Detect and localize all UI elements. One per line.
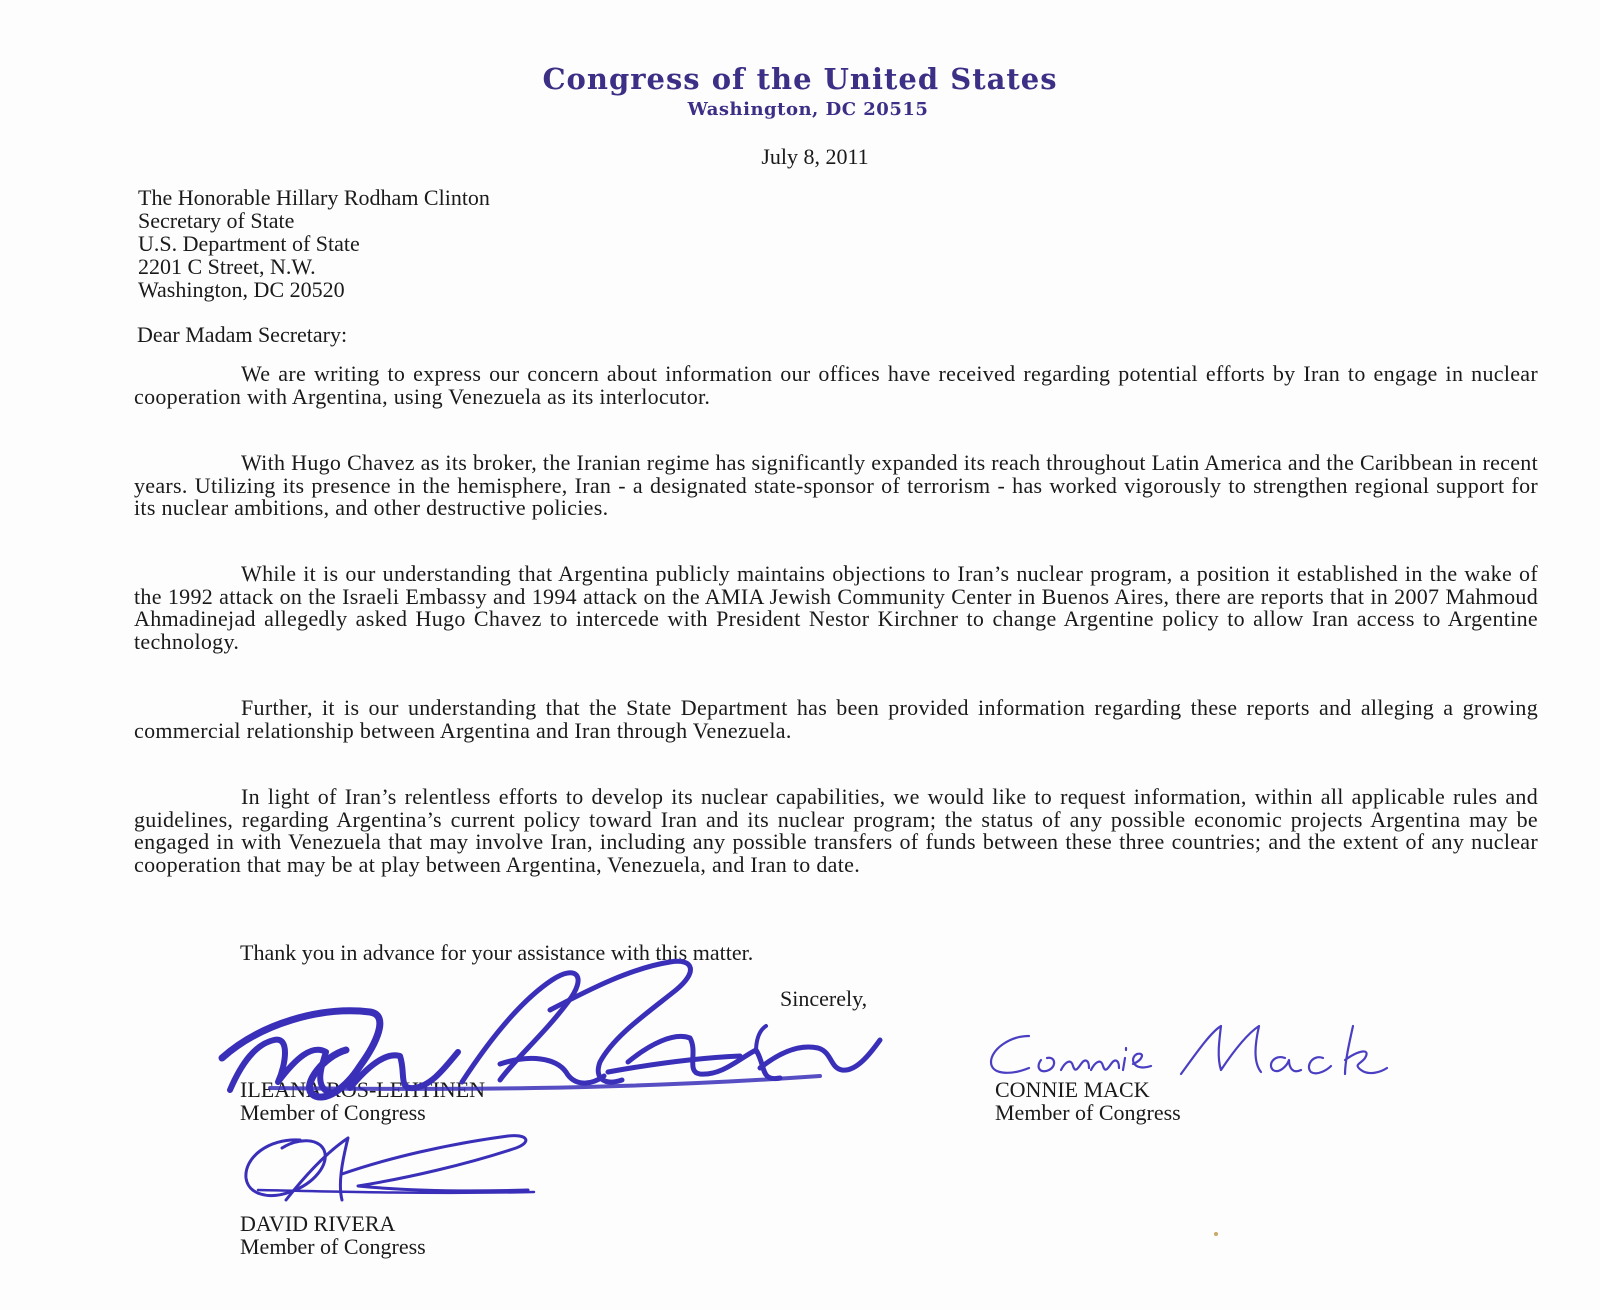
- body-paragraph-1: We are writing to express our concern about information our offices have received regarding potential efforts by Iran to engage in nuclear cooperation with Argentina, using Venezuela as its interlocutor.: [134, 361, 1538, 409]
- recipient-city: Washington, DC 20520: [138, 277, 345, 302]
- signer-title: Member of Congress: [240, 1234, 426, 1259]
- signer-block-ros-lehtinen: [240, 1078, 485, 1124]
- closing-sincerely: Sincerely,: [780, 986, 868, 1011]
- paper-speck: [1214, 1232, 1218, 1236]
- letterhead-address: Washington, DC 20515: [687, 99, 929, 120]
- body-paragraph-3: While it is our understanding that Argentina publicly maintains objections to Iran’s nuclear program, a position it established in the wake of the 1992 attack on the Israeli Embassy and 1994 attack on the AMIA Jewish Community Center in Buenos Aires, there are reports that in 2007 Mahmoud Ahmadinejad allegedly asked Hugo Chavez to intercede with President Nestor Kirchner to change Argentine policy to allow Iran access to Argentine technology.: [134, 561, 1538, 654]
- signer-title: Member of Congress: [240, 1100, 426, 1125]
- signer-name: CONNIE MACK: [995, 1077, 1150, 1102]
- body-paragraph-5: In light of Iran’s relentless efforts to develop its nuclear capabilities, we would like to request information, within all applicable rules and guidelines, regarding Argentina’s current policy toward Iran and its nuclear program; the status of any possible economic projects Argentina may be engaged in with Venezuela that may involve Iran, including any possible transfers of funds between these three countries; and the extent of any nuclear cooperation that may be at play between Argentina, Venezuela, and Iran to date.: [134, 784, 1538, 877]
- letter-date: July 8, 2011: [761, 144, 869, 169]
- recipient-department: U.S. Department of State: [138, 231, 360, 256]
- signer-name: ILEANA ROS-LEHTINEN: [240, 1077, 486, 1102]
- recipient-street: 2201 C Street, N.W.: [138, 254, 316, 279]
- recipient-name: The Honorable Hillary Rodham Clinton: [138, 185, 490, 210]
- signer-name: DAVID RIVERA: [240, 1211, 396, 1236]
- recipient-address: [138, 186, 490, 301]
- signature-rivera: [238, 1128, 558, 1218]
- signer-block-rivera: [240, 1212, 426, 1258]
- signer-title: Member of Congress: [995, 1100, 1181, 1125]
- body-paragraph-4: Further, it is our understanding that the State Department has been provided information regarding these reports and alleging a growing commercial relationship between Argentina and Iran through Venezuela.: [134, 695, 1538, 743]
- signer-block-mack: [995, 1078, 1181, 1124]
- salutation: Dear Madam Secretary:: [137, 322, 348, 347]
- closing-thanks: Thank you in advance for your assistance with this matter.: [240, 940, 754, 965]
- letterhead-title: Congress of the United States: [542, 62, 1058, 96]
- body-paragraph-2: With Hugo Chavez as its broker, the Iranian regime has significantly expanded its reach throughout Latin America and the Caribbean in recent years. Utilizing its presence in the hemisphere, Iran - a designated state-sponsor of terrorism - has worked vigorously to strengthen regional support for its nuclear ambitions, and other destructive policies.: [134, 450, 1538, 520]
- recipient-title: Secretary of State: [138, 208, 295, 233]
